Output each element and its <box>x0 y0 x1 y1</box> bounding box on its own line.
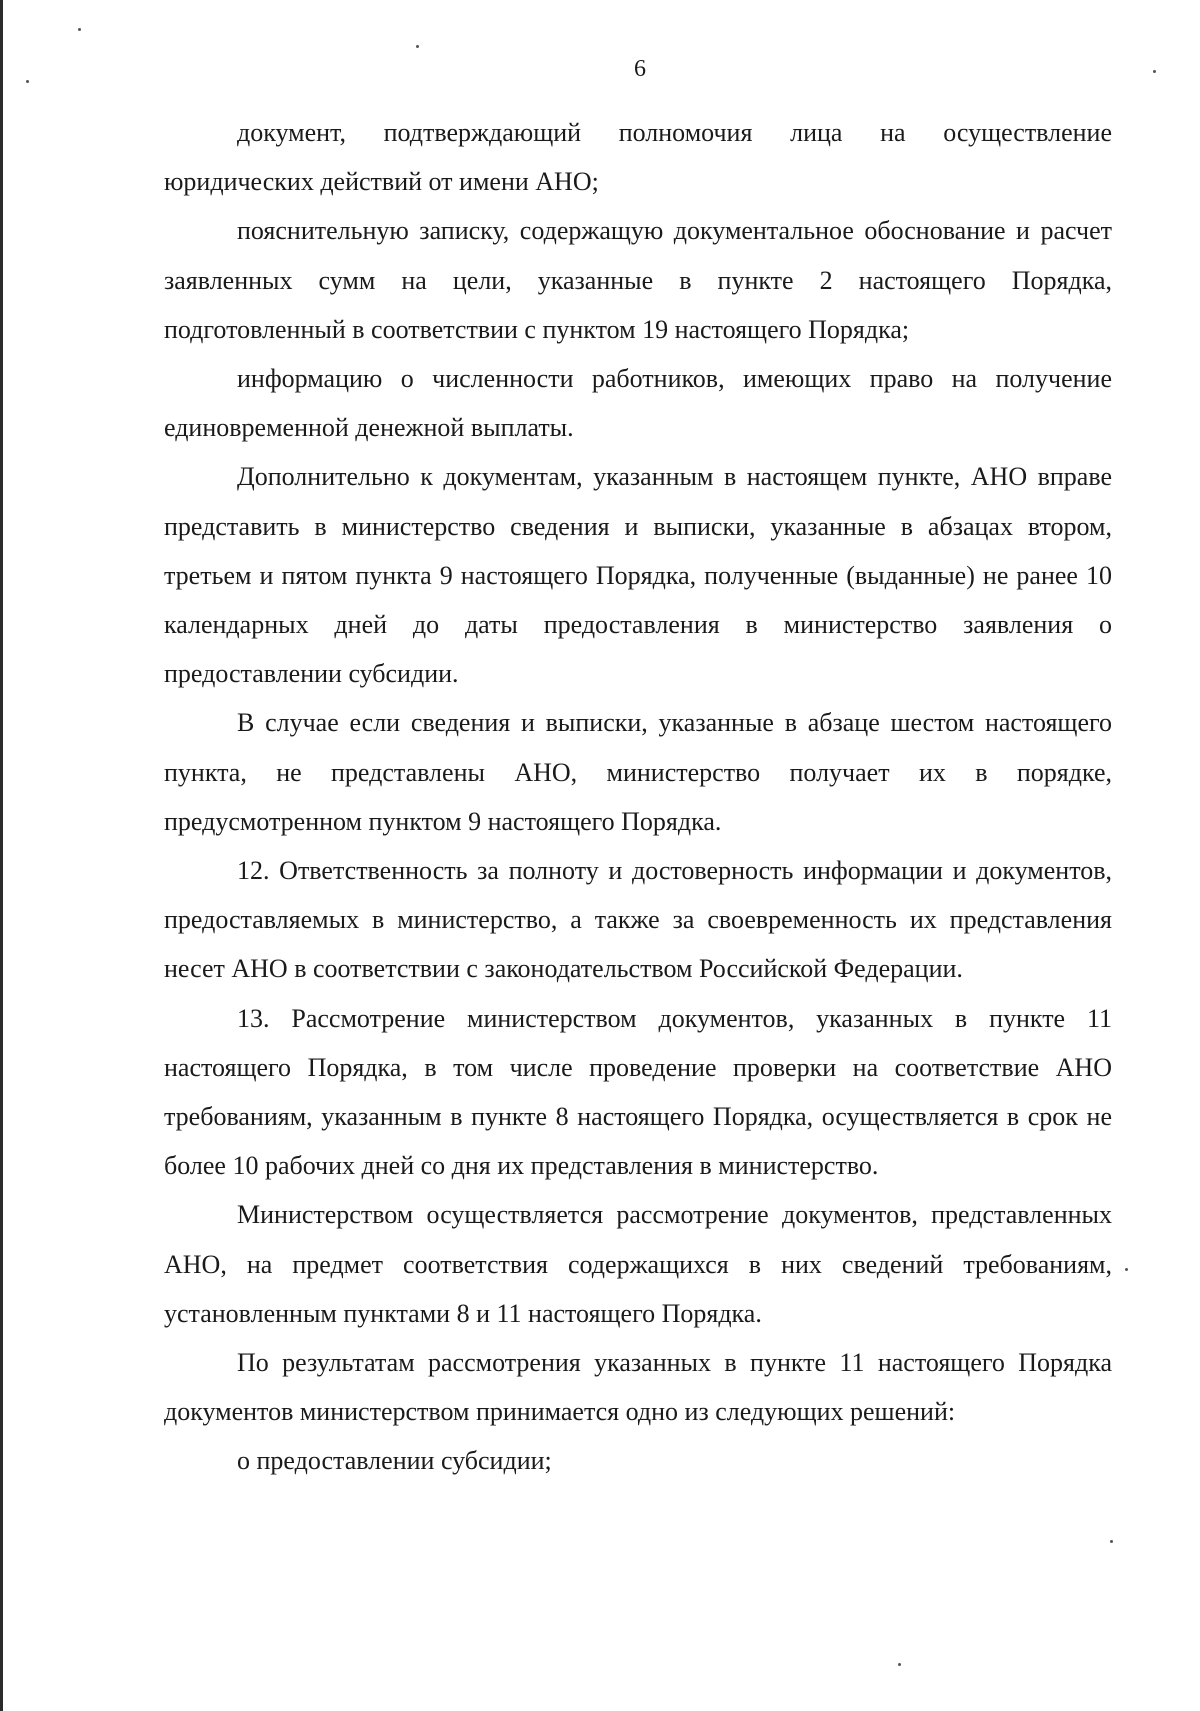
scan-speck <box>26 80 29 83</box>
scan-speck <box>1110 1540 1113 1543</box>
paragraph-8: Министерством осуществляется рассмотрение документов, представленных АНО, на предмет соответствия содержащихся в них сведений требованиям, установленным пунктами 8 и 11 настоящего Порядка. <box>164 1200 1112 1328</box>
paragraph-4: Дополнительно к документам, указанным в настоящем пункте, АНО вправе представить в министерство сведения и выписки, указанные в абзацах втором, третьем и пятом пункта 9 настоящего Порядка, полученные (выданные) не ранее 10 календарных дней до даты предоставления в министерство заявления о предоставлении субсидии. <box>164 462 1112 689</box>
paragraph-9: По результатам рассмотрения указанных в пункте 11 настоящего Порядка документов министерством принимается одно из следующих решений: <box>164 1348 1112 1427</box>
paragraph-6: 12. Ответственность за полноту и достоверность информации и документов, предоставляемых в министерство, а также за своевременность их представления несет АНО в соответствии с законодательством Российской Федерации. <box>164 856 1112 984</box>
scan-speck <box>1125 1268 1128 1271</box>
scan-left-edge <box>0 0 3 1711</box>
scan-speck <box>416 45 419 48</box>
scan-speck <box>1153 70 1156 73</box>
document-body <box>164 108 1112 1486</box>
paragraph-5: В случае если сведения и выписки, указанные в абзаце шестом настоящего пункта, не представлены АНО, министерство получает их в порядке, предусмотренном пунктом 9 настоящего Порядка. <box>164 708 1112 836</box>
paragraph-1: документ, подтверждающий полномочия лица на осуществление юридических действий от имени АНО; <box>164 118 1112 197</box>
paragraph-7: 13. Рассмотрение министерством документов, указанных в пункте 11 настоящего Порядка, в том числе проведение проверки на соответствие АНО требованиям, указанным в пункте 8 настоящего Порядка, осуществляется в срок не более 10 рабочих дней со дня их представления в министерство. <box>164 1003 1112 1181</box>
paragraph-10: о предоставлении субсидии; <box>237 1446 552 1476</box>
paragraph-2: пояснительную записку, содержащую документальное обоснование и расчет заявленных сумм на цели, указанные в пункте 2 настоящего Порядка, подготовленный в соответствии с пунктом 19 настоящего Порядка; <box>164 216 1112 344</box>
page-number: 6 <box>634 56 646 82</box>
scan-speck <box>898 1663 901 1666</box>
scan-speck <box>78 28 81 31</box>
paragraph-3: информацию о численности работников, имеющих право на получение единовременной денежной выплаты. <box>164 364 1112 443</box>
